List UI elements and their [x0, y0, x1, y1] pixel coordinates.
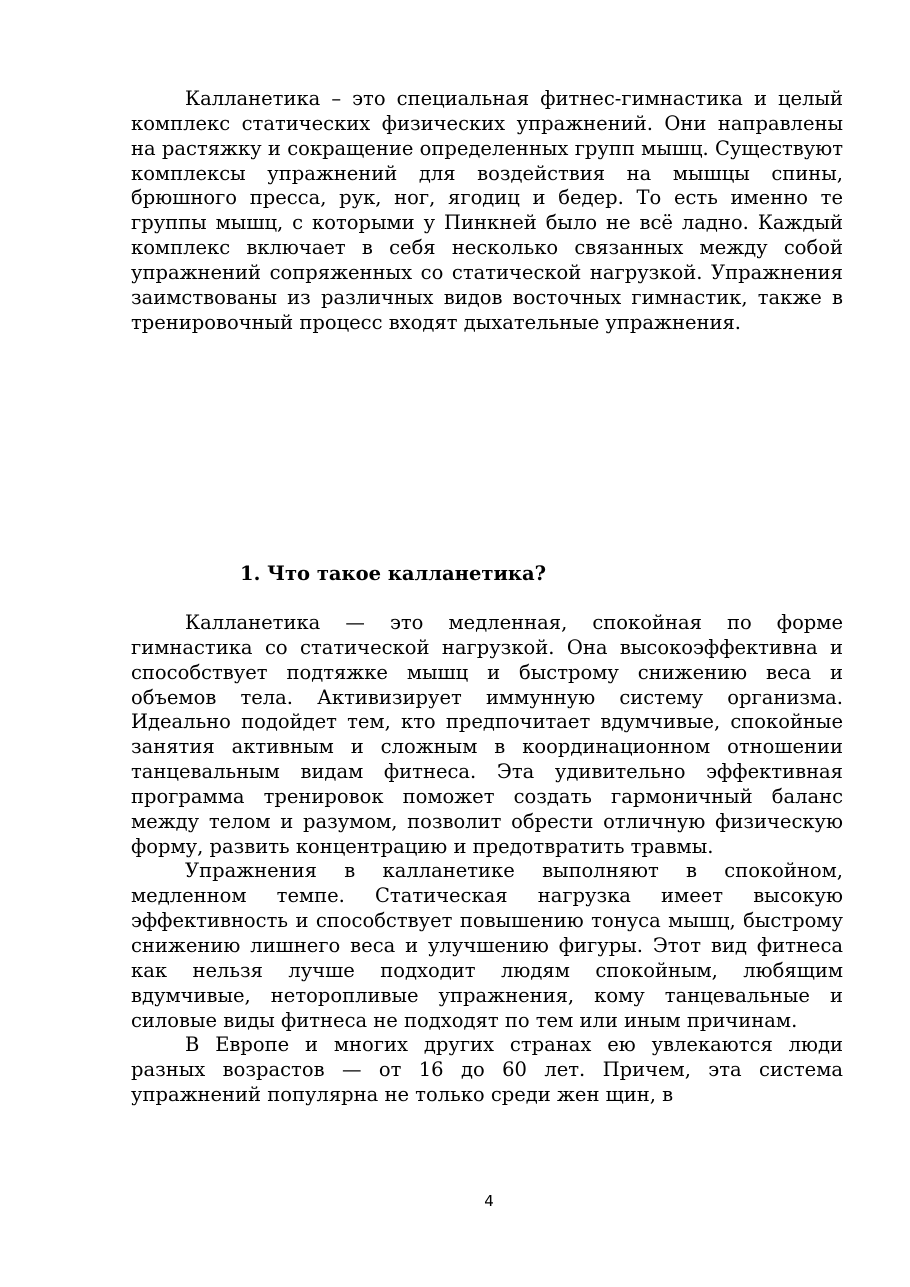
- intro-text: [131, 87, 843, 335]
- page-number: 4: [484, 1192, 494, 1210]
- section-paragraph-2: Упражнения в калланетике выполняют в спокойном, медленном темпе. Статическая нагрузка имеет высокую эффективность и способствует повышению тонуса мышц, быстрому снижению лишнего веса и улучшению фигуры. Этот вид фитнеса как нельзя лучше подходит людям спокойным, любящим вдумчивые, неторопливые упражнения, кому танцевальные и силовые виды фитнеса не подходят по тем или иным причинам.: [131, 859, 843, 1032]
- section-paragraph-1: Калланетика — это медленная, спокойная по форме гимнастика со статической нагрузкой. Она высокоэффективна и способствует подтяжке мышц и быстрому снижению веса и объемов тела. Активизирует иммунную систему организма. Идеально подойдет тем, кто предпочитает вдумчивые, спокойные занятия активным и сложным в координационном отношении танцевальным видам фитнеса. Эта удивительно эффективная программа тренировок поможет создать гармоничный баланс между телом и разумом, позволит обрести отличную физическую форму, развить концентрацию и предотвратить травмы.: [131, 611, 843, 858]
- section-body: [131, 611, 843, 1108]
- section-heading: 1. Что такое калланетика?: [240, 562, 547, 585]
- section-paragraph-3: В Европе и многих других странах ею увлекаются люди разных возрастов — от 16 до 60 лет. Причем, эта система упражнений популярна не только среди жен щин, в: [131, 1033, 843, 1107]
- intro-paragraph: Калланетика – это специальная фитнес-гимнастика и целый комплекс статических физических упражнений. Они направлены на растяжку и сокращение определенных групп мышц. Существуют комплексы упражнений для воздействия на мышцы спины, брюшного пресса, рук, ног, ягодиц и бедер. То есть именно те группы мышц, с которыми у Пинкней было не всё ладно. Каждый комплекс включает в себя несколько связанных между собой упражнений сопряженных со статической нагрузкой. Упражнения заимствованы из различных видов восточных гимнастик, также в тренировочный процесс входят дыхательные упражнения.: [131, 87, 843, 334]
